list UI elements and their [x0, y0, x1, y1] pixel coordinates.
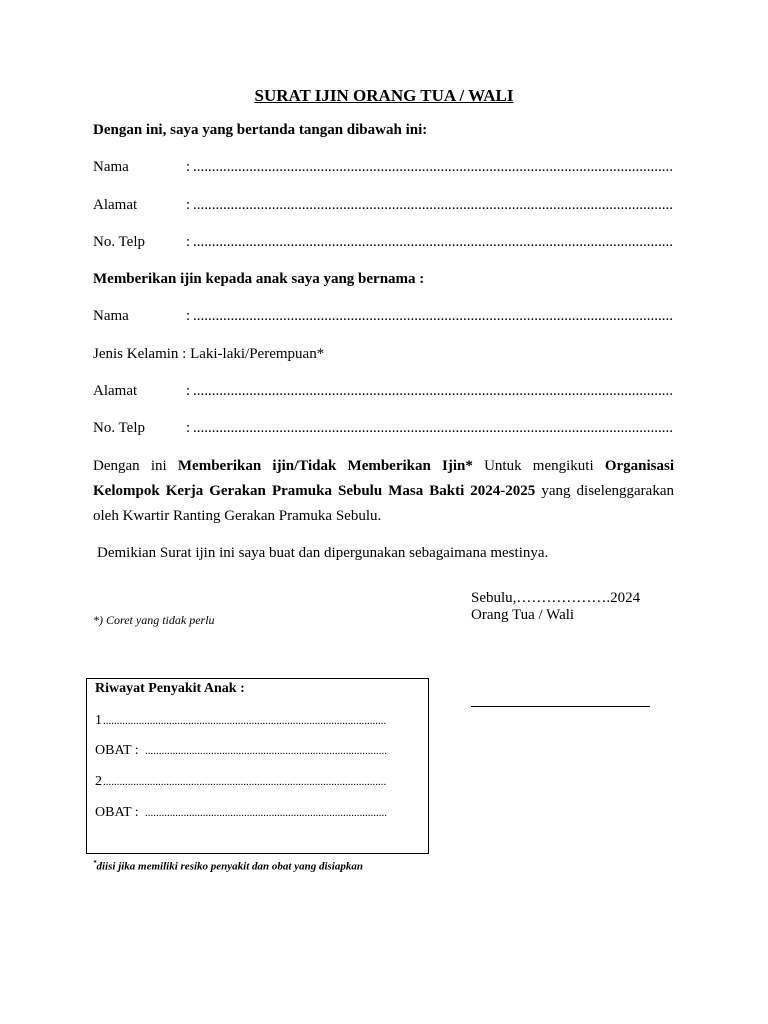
field-colon: :	[186, 197, 191, 213]
medical-history-box	[86, 678, 429, 854]
field-label: 1	[95, 713, 102, 728]
field-label: Alamat	[93, 383, 138, 399]
fill-line	[193, 308, 674, 325]
footnote-mark: *	[93, 859, 97, 867]
field-label: No. Telp	[93, 420, 146, 436]
parent-address-field[interactable]	[93, 197, 674, 219]
fill-line	[145, 807, 387, 819]
child-heading: Memberikan ijin kepada anak saya yang bernama :	[93, 271, 425, 287]
field-label: Nama	[93, 159, 129, 175]
closing-text: Demikian Surat ijin ini saya buat dan dipergunakan sebagaimana mestinya.	[97, 545, 549, 561]
fill-line	[193, 197, 674, 214]
statement-text: Dengan ini	[93, 458, 178, 474]
fill-line	[193, 159, 674, 176]
fill-line	[193, 383, 674, 400]
statement-text: yang diselenggarakan oleh Kwartir Ranting Gerakan Pramuka Sebulu.	[93, 483, 674, 524]
field-label: OBAT :	[95, 743, 139, 758]
medical-footnote	[93, 859, 363, 873]
statement-text: Untuk mengikuti	[472, 458, 605, 474]
fill-line	[103, 715, 387, 727]
fill-line	[193, 234, 674, 251]
medicine-1-field[interactable]	[95, 743, 387, 763]
fill-line	[103, 776, 387, 788]
intro-text: Dengan ini, saya yang bertanda tangan dibawah ini:	[93, 122, 428, 138]
fill-line	[145, 745, 387, 757]
field-label: Alamat	[93, 197, 138, 213]
field-colon: :	[186, 308, 191, 324]
statement-paragraph	[93, 454, 674, 529]
signer-role: Orang Tua / Wali	[471, 607, 575, 623]
document-title: SURAT IJIN ORANG TUA / WALI	[254, 86, 514, 105]
field-colon: :	[186, 383, 191, 399]
child-gender-field[interactable]: Jenis Kelamin : Laki-laki/Perempuan*	[93, 346, 325, 362]
field-label: 2	[95, 774, 102, 789]
strike-note: *) Coret yang tidak perlu	[93, 613, 215, 627]
field-colon: :	[186, 420, 191, 436]
footnote-text: diisi jika memiliki resiko penyakit dan obat yang disiapkan	[96, 860, 363, 873]
medicine-2-field[interactable]	[95, 805, 387, 825]
parent-phone-field[interactable]	[93, 234, 674, 256]
child-name-field[interactable]	[93, 308, 674, 330]
organization-name: Organisasi Kelompok Kerja Gerakan Pramuka Sebulu Masa Bakti 2024-2025	[93, 458, 675, 499]
field-colon: :	[186, 159, 191, 175]
child-address-field[interactable]	[93, 383, 674, 405]
illness-1-field[interactable]	[95, 713, 387, 733]
permission-choice: Memberikan ijin/Tidak Memberikan Ijin*	[177, 458, 473, 474]
place-date: Sebulu,……………….2024	[471, 590, 641, 606]
illness-2-field[interactable]	[95, 774, 387, 794]
field-label: No. Telp	[93, 234, 146, 250]
fill-line	[193, 420, 674, 437]
parent-name-field[interactable]	[93, 159, 674, 181]
signature-line[interactable]	[471, 706, 650, 707]
field-label: OBAT :	[95, 805, 139, 820]
medical-box-title: Riwayat Penyakit Anak :	[95, 681, 245, 696]
child-phone-field[interactable]	[93, 420, 674, 442]
field-label: Nama	[93, 308, 129, 324]
field-colon: :	[186, 234, 191, 250]
